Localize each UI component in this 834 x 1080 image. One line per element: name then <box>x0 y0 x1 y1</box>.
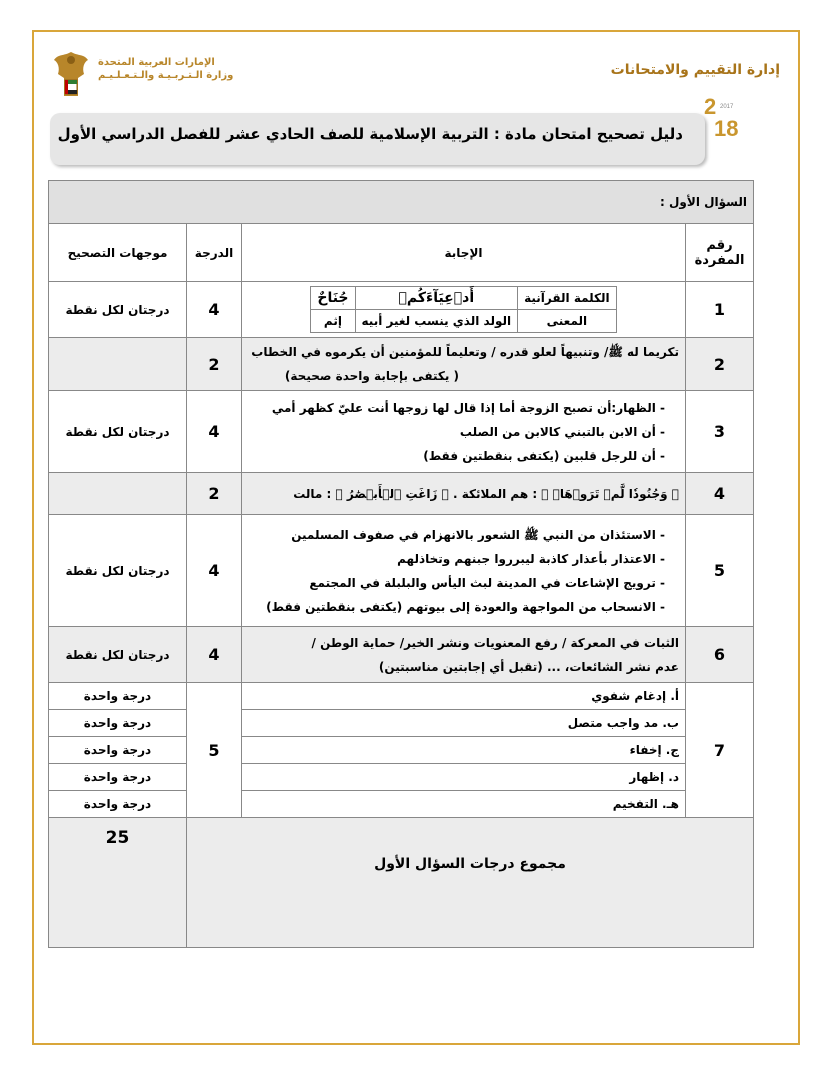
sub-notes: درجة واحدة <box>49 710 187 737</box>
item-grade: 2 <box>187 338 242 391</box>
total-row <box>49 818 754 948</box>
item-grade: 4 <box>187 627 242 683</box>
sub-notes: درجة واحدة <box>49 737 187 764</box>
total-value: 25 <box>49 818 187 948</box>
item-notes <box>49 473 187 515</box>
year-2018-logo-icon <box>702 94 748 142</box>
table-row <box>49 515 754 627</box>
table-row <box>49 737 754 764</box>
item-grade: 2 <box>187 473 242 515</box>
item-number: 2 <box>686 338 754 391</box>
document-title-bar <box>50 113 705 165</box>
svg-text:18: 18 <box>714 116 739 141</box>
sub-answer: ب. مد واجب متصل <box>242 710 686 737</box>
item-number: 5 <box>686 515 754 627</box>
sub-answer: ج. إخفاء <box>242 737 686 764</box>
ministry-logo-text: الإمارات العربية المتحدة وزارة الـتـربـيـة والـتـعـلـيـم <box>98 57 234 81</box>
uae-emblem-icon <box>50 48 92 104</box>
table-row <box>49 391 754 473</box>
item-grade: 4 <box>187 282 242 338</box>
item-grade: 5 <box>187 683 242 818</box>
table-row <box>49 764 754 791</box>
question-heading-row <box>49 181 754 224</box>
item-number: 4 <box>686 473 754 515</box>
sub-notes: درجة واحدة <box>49 764 187 791</box>
item-number: 6 <box>686 627 754 683</box>
table-row <box>49 627 754 683</box>
word-meaning: الولد الذي ينسب لغير أبيه <box>355 310 518 333</box>
item-answer <box>242 282 686 338</box>
item-grade: 4 <box>187 515 242 627</box>
sub-notes: درجة واحدة <box>49 683 187 710</box>
word-meaning: إثم <box>311 310 355 333</box>
sub-answer: هـ. التفخيم <box>242 791 686 818</box>
column-header-row <box>49 224 754 282</box>
item-answer: - الظهار:أن تصبح الزوجة أما إذا قال لها زوجها أنت عليّ كظهر أمي - أن الابن بالتبني كالابن من الصلب - أن للرجل قلبين (يكتفى بنقطتين فقط) <box>242 391 686 473</box>
table-row <box>49 282 754 338</box>
question-heading: السؤال الأول : <box>49 181 754 224</box>
sub-answer: أ. إدغام شفوي <box>242 683 686 710</box>
item-notes: درجتان لكل نقطة <box>49 627 187 683</box>
svg-text:2017: 2017 <box>720 104 734 110</box>
vocabulary-table <box>310 286 616 333</box>
department-name: إدارة التقييم والامتحانات <box>610 62 780 78</box>
sub-notes: درجة واحدة <box>49 791 187 818</box>
item-number: 1 <box>686 282 754 338</box>
table-row <box>49 710 754 737</box>
item-answer: الثبات في المعركة / رفع المعنويات ونشر الخير/ حماية الوطن / عدم نشر الشائعات، ... (تقبل أي إجابتين مناسبتين) <box>242 627 686 683</box>
answer-key-table <box>48 180 754 948</box>
header-notes: موجهات التصحيح <box>49 224 187 282</box>
item-notes <box>49 338 187 391</box>
sub-answer: د. إظهار <box>242 764 686 791</box>
document-title: دليل تصحيح امتحان مادة : التربية الإسلامية للصف الحادي عشر للفصل الدراسي الأول <box>57 125 683 143</box>
header-number: رقم المفردة <box>686 224 754 282</box>
item-answer: تكريما له ﷺ/ وتنبيهاً لعلو قدره / وتعليماً للمؤمنين أن يكرموه في الخطاب ( يكتفى بإجابة واحدة صحيحة) <box>242 338 686 391</box>
item-notes: درجتان لكل نقطة <box>49 282 187 338</box>
meaning-label: المعنى <box>518 310 617 333</box>
item-answer: - الاستئذان من النبي ﷺ الشعور بالانهزام في صفوف المسلمين - الاعتذار بأعذار كاذبة ليبرروا جبنهم وتخاذلهم - ترويج الإشاعات في المدينة لبث اليأس والبلبلة في المجتمع - الانسحاب من المواجهة والعودة إلى بيوتهم (يكتفى بنقطتين فقط) <box>242 515 686 627</box>
item-notes: درجتان لكل نقطة <box>49 391 187 473</box>
quran-word: جُنَاحٌ <box>311 287 355 310</box>
quran-word: أَدۡعِيَآءَكُمۡ <box>355 287 518 310</box>
word-label: الكلمة القرآنية <box>518 287 617 310</box>
item-number: 7 <box>686 683 754 818</box>
table-row <box>49 791 754 818</box>
item-number: 3 <box>686 391 754 473</box>
table-row <box>49 338 754 391</box>
item-answer: ﴿ وَجُنُودٗا لَّمۡ تَرَوۡهَاۚ ﴾ : هم الملائكة . ﴿ زَاغَتِ ٱلۡأَبۡصَٰرُ ﴾ : مالت <box>242 473 686 515</box>
total-label: مجموع درجات السؤال الأول <box>187 818 754 948</box>
table-row <box>49 683 754 710</box>
table-row <box>49 473 754 515</box>
item-notes: درجتان لكل نقطة <box>49 515 187 627</box>
header-answer: الإجابة <box>242 224 686 282</box>
item-grade: 4 <box>187 391 242 473</box>
svg-text:2: 2 <box>704 94 717 119</box>
header-grade: الدرجة <box>187 224 242 282</box>
